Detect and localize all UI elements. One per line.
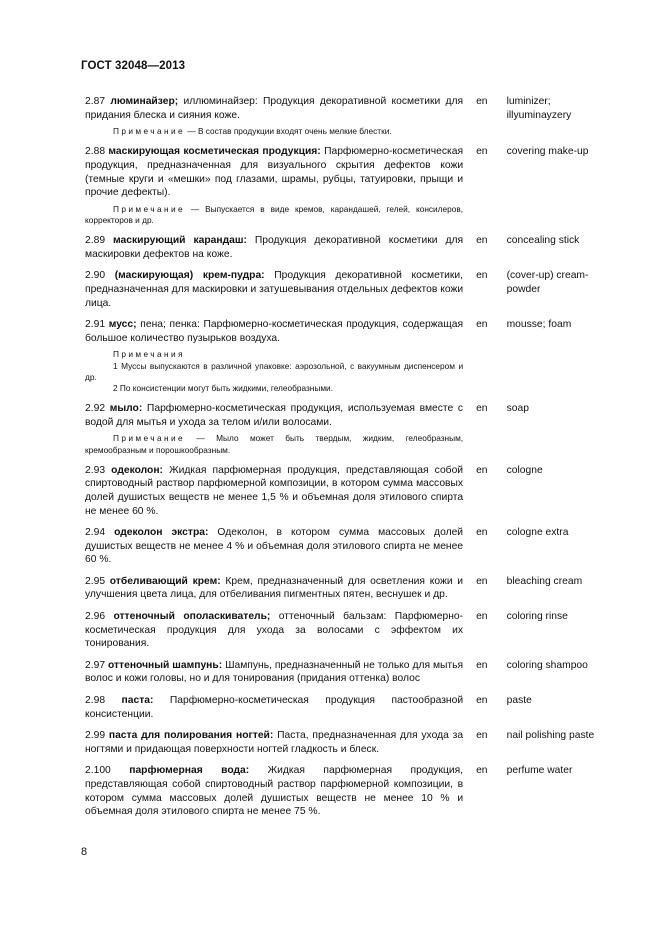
term-entry	[85, 694, 610, 721]
term-note: 1 Муссы выпускаются в различной упаковке: аэрозольной, с вакуумным диспенсером и др.	[85, 360, 464, 382]
term-title: паста:	[121, 695, 154, 707]
term-title: мусс;	[108, 319, 137, 331]
language-code: en	[476, 527, 488, 539]
english-equivalent: coloring rinse	[506, 611, 568, 623]
document-header: ГОСТ 32048—2013	[81, 60, 186, 72]
term-entry	[85, 659, 610, 686]
term-definition: 2.89 маскирующий карандаш: Продукция декоративной косметики для маскировки дефектов на коже.	[85, 235, 464, 260]
term-title: маскирующая косметическая продукция:	[108, 146, 321, 158]
english-equivalent: cologne	[506, 464, 543, 476]
term-definition: 2.88 маскирующая косметическая продукция: Парфюмерно-косметическая продукция, предназначенная для визуального скрытия дефектов кожи (темные круги и «мешки» под глазами, шрамы, рубцы, татуировки, прыщи и прочие дефекты).	[85, 146, 464, 199]
english-equivalent: paste	[506, 695, 532, 707]
term-title: отбеливающий крем:	[109, 575, 221, 587]
term-entry	[85, 145, 610, 226]
term-definition: 2.99 паста для полирования ногтей: Паста, предназначенная для ухода за ногтями и придающая поверхности ногтей гладкость и блеск.	[85, 730, 464, 755]
term-title: одеколон:	[111, 464, 163, 476]
language-code: en	[476, 464, 488, 476]
term-entry	[85, 526, 610, 567]
term-entry	[85, 95, 610, 137]
term-entry	[85, 610, 610, 651]
term-title: оттеночный шампунь:	[107, 659, 223, 671]
term-notes-heading: Примечания	[113, 349, 185, 360]
term-note: 2 По консистенции могут быть жидкими, гелеобразными.	[113, 382, 333, 393]
english-equivalent: coloring shampoo	[506, 659, 588, 671]
english-equivalent: cologne extra	[506, 527, 569, 539]
term-entry	[85, 318, 610, 394]
language-code: en	[476, 659, 488, 671]
term-definition: 2.87 люминайзер; иллюминайзер: Продукция декоративной косметики для придания блеска и сияния коже.	[85, 96, 464, 121]
language-code: en	[476, 611, 488, 623]
term-definition: 2.90 (маскирующая) крем-пудра: Продукция декоративной косметики, предназначенная для маскировки и затушевывания отдельных дефектов кожи лица.	[85, 270, 464, 309]
terms-list	[85, 95, 610, 827]
language-code: en	[476, 730, 488, 742]
language-code: en	[476, 146, 488, 158]
term-entry	[85, 234, 610, 261]
language-code: en	[476, 319, 488, 331]
term-title: (маскирующая) крем-пудра:	[114, 270, 265, 282]
english-equivalent: covering make-up	[506, 146, 589, 158]
term-title: паста для полирования ногтей:	[108, 730, 274, 742]
term-definition: 2.96 оттеночный ополаскиватель; оттеночный бальзам: Парфюмерно-косметическая продукция для ухода за волосами с эффектом их тонирования.	[85, 611, 464, 650]
term-note: Примечание — Выпускается в виде кремов, карандашей, гелей, консилеров, корректоров и др.	[85, 203, 464, 225]
term-note: Примечание — В состав продукции входят очень мелкие блестки.	[113, 126, 392, 137]
term-definition: 2.98 паста: Парфюмерно-косметическая продукция пастообразной консистенции.	[85, 695, 464, 720]
term-entry	[85, 269, 610, 310]
term-title: одеколон экстра:	[114, 527, 209, 539]
term-definition: 2.94 одеколон экстра: Одеколон, в котором сумма массовых долей душистых веществ не менее 4 % и объемная доля этилового спирта не менее 60 %.	[85, 527, 464, 566]
term-title: парфюмерная вода:	[129, 765, 250, 777]
term-definition: 2.92 мыло: Парфюмерно-косметическая продукция, используемая вместе с водой для мытья и ухода за телом и/или волосами.	[85, 403, 464, 428]
language-code: en	[476, 765, 488, 777]
language-code: en	[476, 575, 488, 587]
english-equivalent: bleaching cream	[506, 575, 583, 587]
english-equivalent: luminizer; illyuminayzery	[506, 96, 572, 121]
term-title: маскирующий карандаш:	[113, 235, 247, 247]
english-equivalent: concealing stick	[506, 235, 580, 247]
term-definition: 2.95 отбеливающий крем: Крем, предназначенный для осветления кожи и улучшения цвета лица, для отбеливания пигментных пятен, веснушек и др.	[85, 575, 464, 601]
language-code: en	[476, 695, 488, 707]
term-entry	[85, 729, 610, 756]
term-title: оттеночный ополаскиватель;	[113, 611, 271, 623]
language-code: en	[476, 235, 488, 247]
english-equivalent: perfume water	[506, 765, 573, 777]
english-equivalent: nail polishing paste	[506, 730, 595, 742]
english-equivalent: soap	[506, 403, 529, 415]
page-number: 8	[81, 846, 88, 858]
term-entry	[85, 464, 610, 518]
term-entry	[85, 402, 610, 456]
term-definition: 2.91 мусс; пена; пенка: Парфюмерно-косметическая продукция, содержащая большое количество пузырьков воздуха.	[85, 319, 464, 344]
term-definition: 2.93 одеколон: Жидкая парфюмерная продукция, представляющая собой спиртоводный раствор парфюмерной композиции, в котором сумма массовых долей душистых веществ не менее 1,5 % и объемная доля этилового спирта не менее 60 %.	[85, 464, 464, 517]
language-code: en	[476, 403, 488, 415]
language-code: en	[476, 96, 488, 107]
term-definition: 2.97 оттеночный шампунь: Шампунь, предназначенный не только для мытья волос и кожи головы, но и для тонирования (придания оттенка) волос	[85, 659, 464, 685]
language-code: en	[476, 270, 488, 282]
term-note: Примечание — Мыло может быть твердым, жидким, гелеобразным, кремообразным и порошкообразным.	[85, 433, 464, 455]
english-equivalent: (cover-up) cream-powder	[506, 270, 589, 295]
english-equivalent: mousse; foam	[506, 319, 572, 331]
term-definition: 2.100 парфюмерная вода: Жидкая парфюмерная продукция, представляющая собой спиртоводный раствор парфюмерной композиции, в котором сумма массовых долей душистых веществ не менее 10 % и объемная доля этилового спирта не менее 75 %.	[85, 765, 464, 818]
term-entry	[85, 575, 610, 602]
term-title: мыло:	[109, 403, 143, 415]
term-title: люминайзер;	[110, 96, 179, 107]
term-entry	[85, 764, 610, 818]
